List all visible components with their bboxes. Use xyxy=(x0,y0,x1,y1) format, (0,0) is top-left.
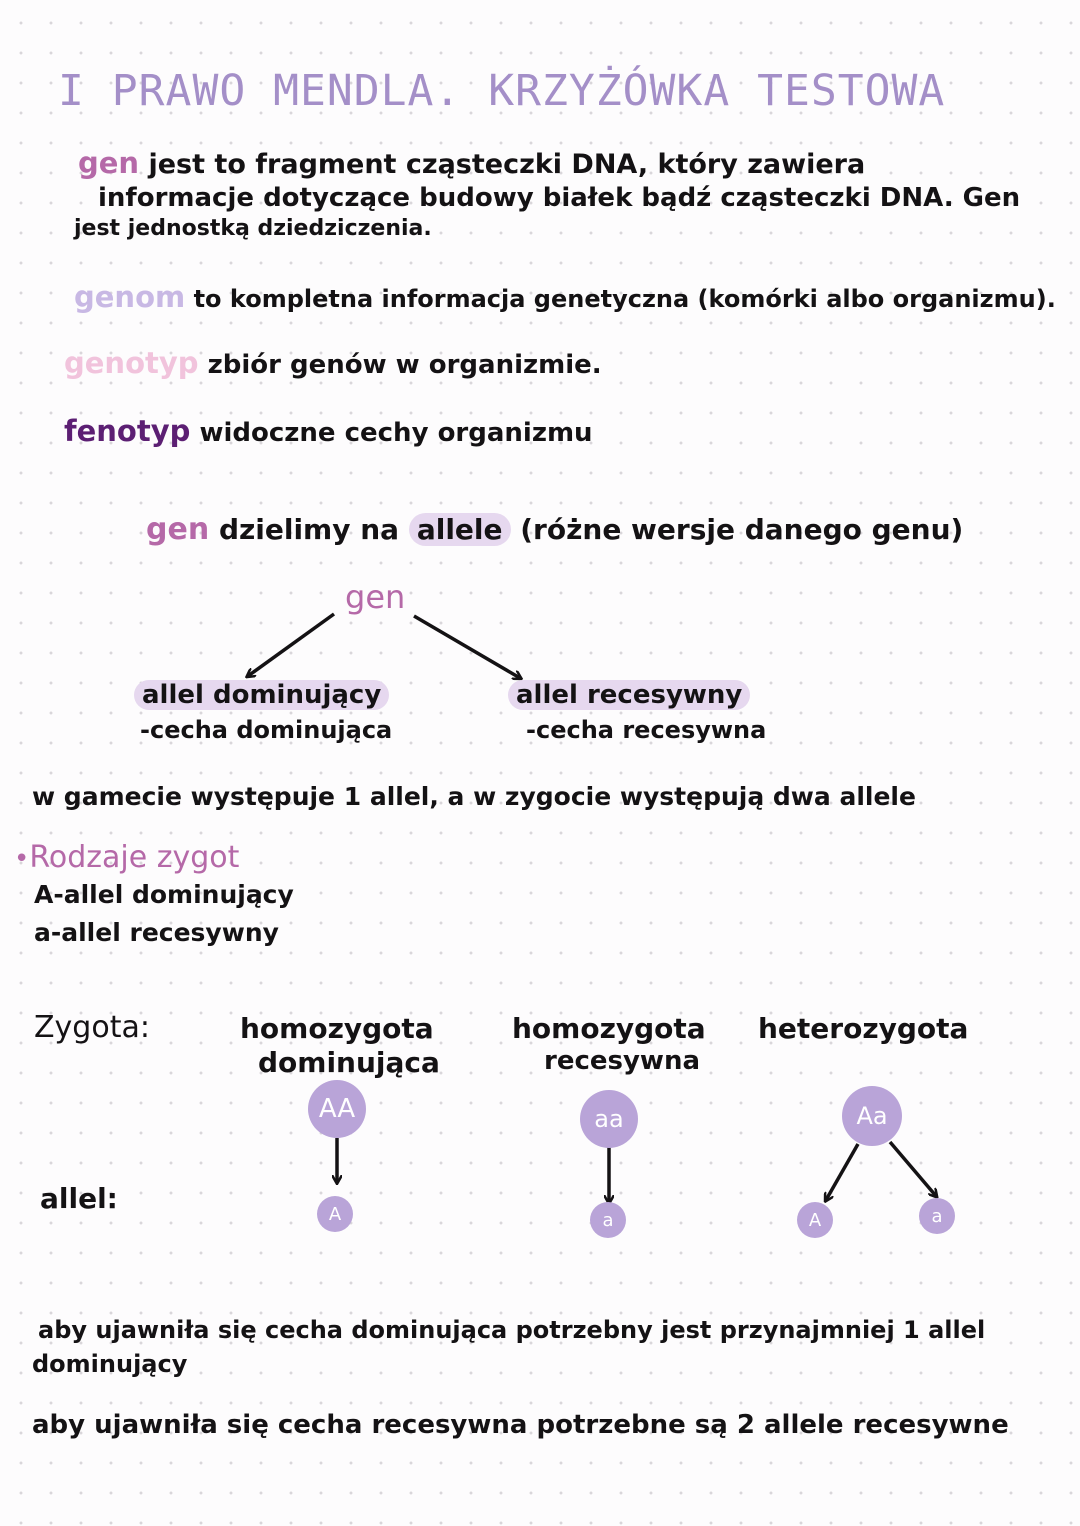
allele-a-circle: a xyxy=(590,1202,626,1238)
allele-recessive-title: allel recesywny xyxy=(508,680,750,710)
col1-line2: dominująca xyxy=(258,1046,440,1079)
conclusion-dominant-line2: dominujący xyxy=(32,1350,188,1378)
arrow-to-recessive xyxy=(414,616,520,678)
intro-note: (różne wersje danego genu) xyxy=(520,513,964,546)
zygote-types-heading: •Rodzaje zygot xyxy=(14,840,240,875)
gamete-sentence: w gamecie występuje 1 allel, a w zygocie występują dwa allele xyxy=(32,782,916,811)
bullet: • xyxy=(14,844,30,874)
term-genom: genom xyxy=(74,280,186,314)
gen-definition-line2: informacje dotyczące budowy białek bądź cząsteczki DNA. Gen xyxy=(98,183,1021,213)
allele-recessive-sub: -cecha recesywna xyxy=(526,716,767,744)
conclusion-dominant-line1: aby ujawniła się cecha dominująca potrzebny jest przynajmniej 1 allel xyxy=(38,1316,986,1344)
genotype-Aa-circle: Aa xyxy=(842,1086,902,1146)
genotype-aa-circle: aa xyxy=(580,1090,638,1148)
col2-line2: recesywna xyxy=(544,1046,700,1076)
term-gen: gen xyxy=(78,146,140,180)
page-title: I PRAWO MENDLA. KRZYŻÓWKA TESTOWA xyxy=(58,66,946,116)
fenotyp-definition-text: widoczne cechy organizmu xyxy=(199,418,593,448)
col3-line1: heterozygota xyxy=(758,1012,969,1045)
col2-line1: homozygota xyxy=(512,1012,706,1045)
legend-dominant: A-allel dominujący xyxy=(34,880,294,909)
gen-definition-text1: jest to fragment cząsteczki DNA, który zawiera xyxy=(148,149,866,180)
allele-A-circle-2: A xyxy=(797,1202,833,1238)
legend-recessive: a-allel recesywny xyxy=(34,918,279,947)
allele-A-circle: A xyxy=(317,1196,353,1232)
row-label-zygota: Zygota: xyxy=(34,1010,150,1045)
term-fenotyp: fenotyp xyxy=(64,414,191,448)
gen-definition-line3: jest jednostką dziedziczenia. xyxy=(74,216,432,241)
tree-root-gen: gen xyxy=(345,578,406,616)
genotype-AA-circle: AA xyxy=(308,1080,366,1138)
allele-a-circle-2: a xyxy=(919,1198,955,1234)
intro-text: dzielimy na xyxy=(218,513,400,546)
allele-dominant-sub: -cecha dominująca xyxy=(140,716,393,744)
allele-dominant-title: allel dominujący xyxy=(134,680,389,710)
intro-highlight-allele: allele xyxy=(409,513,511,546)
intro-term-gen: gen xyxy=(146,512,210,547)
row-label-allel: allel: xyxy=(40,1182,118,1215)
genom-definition-text: to kompletna informacja genetyczna (komórki albo organizmu). xyxy=(193,285,1056,313)
conclusion-recessive: aby ujawniła się cecha recesywna potrzebne są 2 allele recesywne xyxy=(32,1410,1009,1440)
arrow-to-dominant xyxy=(248,614,334,676)
term-genotyp: genotyp xyxy=(64,346,199,380)
arrow-Aa-left xyxy=(826,1144,858,1200)
genotyp-definition-text: zbiór genów w organizmie. xyxy=(207,350,602,380)
arrow-Aa-right xyxy=(890,1142,936,1196)
col1-line1: homozygota xyxy=(240,1012,434,1045)
